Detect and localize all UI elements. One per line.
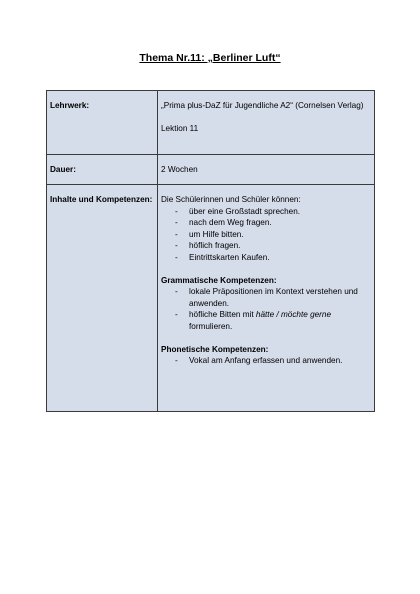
- list-item: - Vokal am Anfang erfassen und anwenden.: [161, 355, 371, 367]
- grammar-item-prefix: höfliche Bitten mit: [189, 310, 256, 319]
- page-title: Thema Nr.11: „Berliner Luft“: [139, 52, 281, 64]
- list-item: - um Hilfe bitten.: [161, 229, 371, 241]
- inhalte-label: Inhalte und Kompetenzen:: [47, 185, 158, 412]
- list-item: - höflich fragen.: [161, 240, 371, 252]
- lehrwerk-text: „Prima plus-DaZ für Jugendliche A2“ (Cornelsen Verlag): [161, 101, 364, 110]
- list-item: - lokale Präpositionen im Kontext verstehen und anwenden.: [161, 286, 371, 309]
- inhalte-intro: Die Schülerinnen und Schüler können:: [161, 195, 301, 204]
- table-row-inhalte: [47, 185, 375, 412]
- list-item: - Eintrittskarten Kaufen.: [161, 252, 371, 264]
- inhalte-cell: [158, 185, 375, 412]
- grammar-list: [161, 286, 371, 332]
- dauer-label: Dauer:: [47, 155, 158, 185]
- grammar-item-suffix: formulieren.: [189, 321, 233, 331]
- lehrwerk-cell: [158, 91, 375, 155]
- phonetic-heading: Phonetische Kompetenzen:: [161, 344, 269, 354]
- lehrwerk-label: Lehrwerk:: [47, 91, 158, 155]
- grammar-item-emphasis: hätte / möchte gerne: [255, 310, 332, 319]
- grammar-heading: Grammatische Kompetenzen:: [161, 275, 277, 285]
- competence-list: [161, 206, 371, 264]
- info-table: [46, 90, 375, 412]
- table-row-lehrwerk: [47, 91, 375, 155]
- dauer-value: 2 Wochen: [158, 155, 375, 185]
- list-item: [161, 309, 371, 332]
- list-item: - über eine Großstadt sprechen.: [161, 206, 371, 218]
- list-item: - nach dem Weg fragen.: [161, 217, 371, 229]
- lehrwerk-lesson: Lektion 11: [161, 124, 199, 133]
- phonetic-list: [161, 355, 371, 367]
- table-row-dauer: [47, 155, 375, 185]
